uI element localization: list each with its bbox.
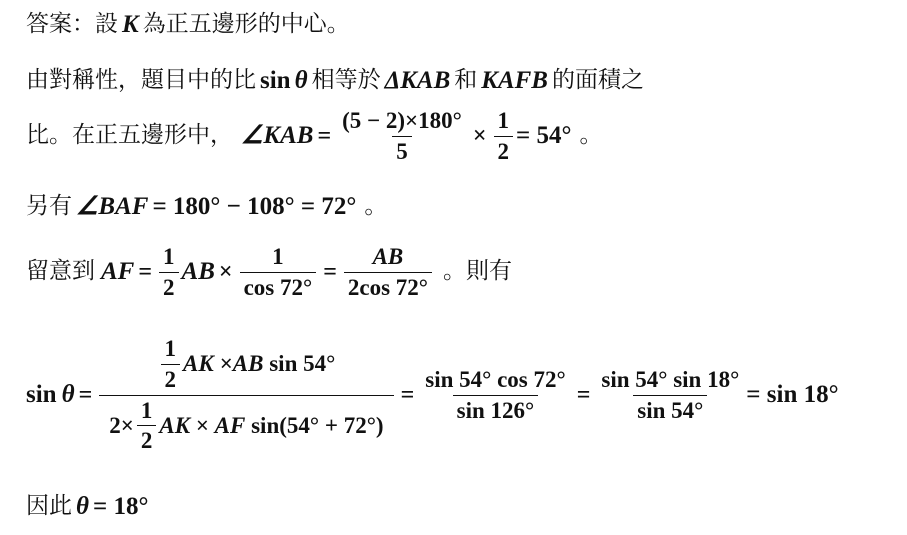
ak-symbol: AK xyxy=(183,351,214,377)
af-line xyxy=(26,244,512,301)
sin-18-result: = sin 18° xyxy=(746,381,839,408)
af-intro: 留意到 xyxy=(26,258,95,285)
sin-sum-term: sin(54° + 72°) xyxy=(245,412,384,438)
fraction-numerator: sin 54° cos 72° xyxy=(425,366,566,392)
times-sign: × xyxy=(219,351,233,377)
conclusion-result: = 18° xyxy=(92,493,149,520)
angle-kab-symbol: ∠KAB xyxy=(241,122,314,150)
half-denominator: 2 xyxy=(161,364,181,393)
half-numerator: 1 xyxy=(163,244,175,269)
two-times: 2× xyxy=(109,412,134,438)
half-fraction xyxy=(494,108,514,165)
half-denominator: 2 xyxy=(137,425,157,454)
angle-baf-line xyxy=(26,192,387,222)
conclusion-line xyxy=(26,492,148,522)
theta-symbol: θ xyxy=(61,381,75,408)
sin-theta-equation xyxy=(26,336,839,454)
half-fraction xyxy=(137,398,157,455)
half-fraction xyxy=(159,244,179,301)
af-symbol: AF xyxy=(214,412,246,438)
half-numerator: 1 xyxy=(497,108,510,133)
half-numerator: 1 xyxy=(164,336,176,361)
ab-symbol: AB xyxy=(232,351,264,377)
equals-sign: = xyxy=(400,381,415,408)
ab-symbol: AB xyxy=(181,258,215,286)
times-sign: × xyxy=(472,122,487,149)
answer-intro-text: 答案：設 xyxy=(26,11,118,38)
theta-symbol: θ xyxy=(76,493,89,520)
fraction-numerator: (5 − 2)×180° xyxy=(342,108,462,133)
times-sign: × xyxy=(190,412,215,438)
period: 。 xyxy=(579,122,603,149)
symmetry-line xyxy=(26,66,644,96)
ab-over-cos-fraction xyxy=(344,244,432,301)
fraction-denominator: sin 126° xyxy=(453,395,539,424)
times-sign: × xyxy=(218,258,233,285)
triangle-kab: ΔKAB xyxy=(384,67,451,94)
area-ratio-numerator xyxy=(154,336,340,395)
sin-sin-fraction xyxy=(597,367,743,424)
conclusion-text: 因此 xyxy=(26,493,72,520)
ak-symbol: AK xyxy=(159,412,191,438)
fraction-denominator: 5 xyxy=(392,136,412,165)
sin-54-term: sin 54° xyxy=(263,351,336,377)
angle-baf-expression: = 180° − 108° = 72° xyxy=(152,193,357,220)
period: 。 xyxy=(364,193,388,220)
theta-symbol: θ xyxy=(294,67,308,94)
sin-label: sin xyxy=(260,67,291,94)
answer-intro-line xyxy=(26,10,350,40)
symmetry-text: 由對稱性，題目中的比 xyxy=(26,67,256,94)
answer-intro-rest: 為正五邊形的中心。 xyxy=(142,11,350,38)
angle-kab-intro: 比。在正五邊形中， xyxy=(26,122,233,149)
fraction-denominator: cos 72° xyxy=(240,272,317,301)
fraction-denominator: 2cos 72° xyxy=(344,272,432,301)
quad-kafb: KAFB xyxy=(481,67,548,94)
then-text: 。則有 xyxy=(443,258,512,285)
reciprocal-cos-fraction xyxy=(240,244,317,301)
symmetry-text-3: 的面積之 xyxy=(551,67,644,94)
half-denominator: 2 xyxy=(159,272,179,301)
area-ratio-denominator xyxy=(99,395,393,455)
angle-baf-intro: 另有 xyxy=(26,193,72,220)
equals-sign: = xyxy=(576,381,591,408)
interior-angle-fraction xyxy=(338,108,466,165)
af-symbol: AF xyxy=(101,258,135,286)
sin-cos-fraction xyxy=(421,367,569,424)
fraction-denominator: sin 54° xyxy=(633,395,707,424)
equals-sign: = xyxy=(78,381,93,408)
and-text: 和 xyxy=(454,67,478,94)
half-fraction xyxy=(161,336,181,393)
half-denominator: 2 xyxy=(494,136,514,165)
fraction-numerator: sin 54° sin 18° xyxy=(601,366,740,392)
fraction-numerator: 1 xyxy=(272,244,284,269)
equals-sign: = xyxy=(138,258,153,285)
fraction-numerator: AB xyxy=(372,244,404,269)
equals-sign: = xyxy=(317,122,332,149)
half-numerator: 1 xyxy=(140,397,153,423)
center-symbol: K xyxy=(122,11,139,38)
sin-label: sin xyxy=(26,381,57,408)
area-ratio-fraction xyxy=(99,336,393,454)
angle-kab-result: = 54° xyxy=(516,122,572,150)
angle-kab-line xyxy=(26,108,603,165)
equals-sign: = xyxy=(323,258,337,285)
angle-baf-symbol: ∠BAF xyxy=(76,193,149,220)
symmetry-text-2: 相等於 xyxy=(311,67,381,94)
